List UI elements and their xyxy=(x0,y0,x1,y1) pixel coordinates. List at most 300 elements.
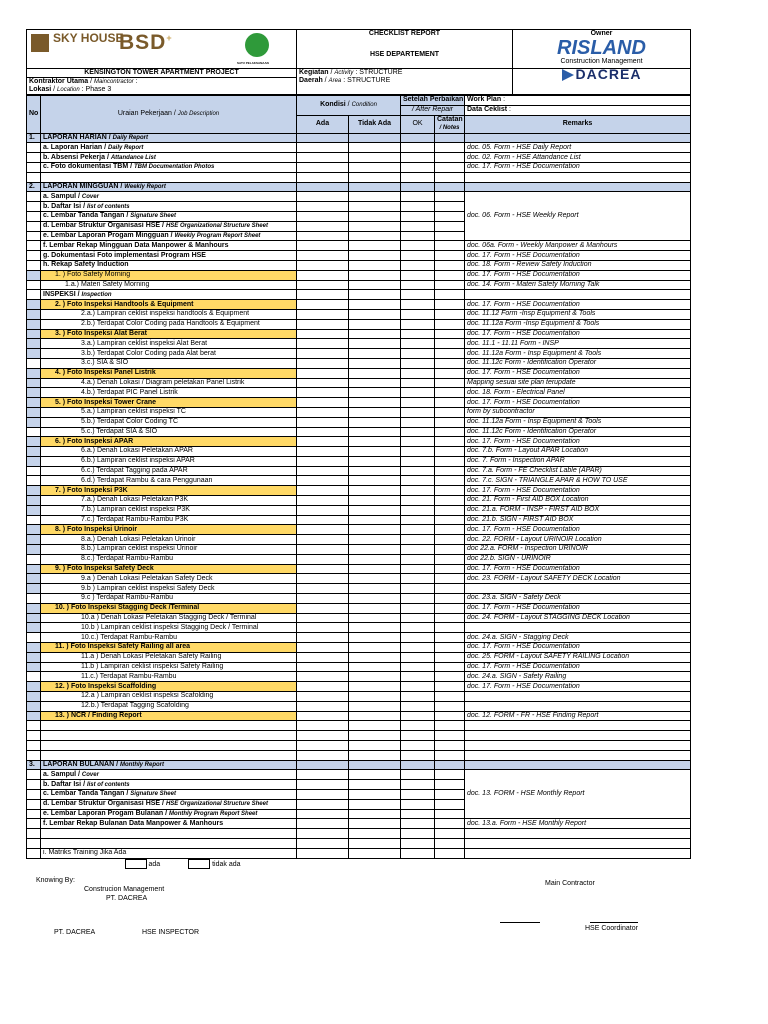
check-ada[interactable] xyxy=(297,251,349,261)
check-ada[interactable] xyxy=(297,378,349,388)
notes-cell[interactable] xyxy=(435,623,465,633)
check-tidak-ada[interactable] xyxy=(349,231,401,241)
check-ok[interactable] xyxy=(401,378,435,388)
check-ok[interactable] xyxy=(401,545,435,555)
notes-cell[interactable] xyxy=(435,427,465,437)
check-ada[interactable] xyxy=(297,662,349,672)
check-ok[interactable] xyxy=(401,721,435,731)
notes-cell[interactable] xyxy=(435,349,465,359)
check-tidak-ada[interactable] xyxy=(349,799,401,809)
check-tidak-ada[interactable] xyxy=(349,427,401,437)
check-ada[interactable] xyxy=(297,721,349,731)
notes-cell[interactable] xyxy=(435,701,465,711)
check-ada[interactable] xyxy=(297,280,349,290)
check-ok[interactable] xyxy=(401,290,435,300)
check-tidak-ada[interactable] xyxy=(349,260,401,270)
check-ok[interactable] xyxy=(401,535,435,545)
check-ada[interactable] xyxy=(297,564,349,574)
check-tidak-ada[interactable] xyxy=(349,545,401,555)
check-tidak-ada[interactable] xyxy=(349,711,401,721)
check-ada[interactable] xyxy=(297,603,349,613)
check-ada[interactable] xyxy=(297,349,349,359)
notes-cell[interactable] xyxy=(435,211,465,221)
check-ada[interactable] xyxy=(297,143,349,153)
check-ada[interactable] xyxy=(297,505,349,515)
check-ada[interactable] xyxy=(297,848,349,858)
check-ok[interactable] xyxy=(401,584,435,594)
check-ada[interactable] xyxy=(297,829,349,839)
check-ada[interactable] xyxy=(297,486,349,496)
item-description: 5.c.) Terdapat SIA & SIO xyxy=(41,427,297,437)
check-ada[interactable] xyxy=(297,153,349,163)
notes-cell[interactable] xyxy=(435,339,465,349)
notes-cell[interactable] xyxy=(435,554,465,564)
check-ok[interactable] xyxy=(401,799,435,809)
check-tidak-ada[interactable] xyxy=(349,731,401,741)
check-ok[interactable] xyxy=(401,525,435,535)
notes-cell[interactable] xyxy=(435,760,465,770)
check-ok[interactable] xyxy=(401,349,435,359)
notes-cell[interactable] xyxy=(435,398,465,408)
check-ada[interactable] xyxy=(297,319,349,329)
check-ok[interactable] xyxy=(401,270,435,280)
notes-cell[interactable] xyxy=(435,447,465,457)
check-tidak-ada[interactable] xyxy=(349,486,401,496)
notes-cell[interactable] xyxy=(435,770,465,780)
check-ada[interactable] xyxy=(297,819,349,829)
check-ok[interactable] xyxy=(401,496,435,506)
notes-cell[interactable] xyxy=(435,545,465,555)
check-ada[interactable] xyxy=(297,309,349,319)
check-tidak-ada[interactable] xyxy=(349,838,401,848)
check-ada[interactable] xyxy=(297,838,349,848)
notes-cell[interactable] xyxy=(435,133,465,143)
check-tidak-ada[interactable] xyxy=(349,760,401,770)
check-ok[interactable] xyxy=(401,613,435,623)
check-tidak-ada[interactable] xyxy=(349,290,401,300)
check-ok[interactable] xyxy=(401,809,435,819)
check-ada[interactable] xyxy=(297,447,349,457)
check-tidak-ada[interactable] xyxy=(349,192,401,202)
check-tidak-ada[interactable] xyxy=(349,476,401,486)
check-ok[interactable] xyxy=(401,789,435,799)
notes-cell[interactable] xyxy=(435,153,465,163)
notes-cell[interactable] xyxy=(435,574,465,584)
check-ada[interactable] xyxy=(297,182,349,192)
check-ok[interactable] xyxy=(401,231,435,241)
check-ada[interactable] xyxy=(297,594,349,604)
check-ok[interactable] xyxy=(401,643,435,653)
check-tidak-ada[interactable] xyxy=(349,251,401,261)
notes-cell[interactable] xyxy=(435,417,465,427)
check-ada[interactable] xyxy=(297,780,349,790)
check-ok[interactable] xyxy=(401,241,435,251)
check-ada[interactable] xyxy=(297,613,349,623)
check-ada[interactable] xyxy=(297,789,349,799)
check-tidak-ada[interactable] xyxy=(349,241,401,251)
check-ada[interactable] xyxy=(297,368,349,378)
check-ok[interactable] xyxy=(401,692,435,702)
check-tidak-ada[interactable] xyxy=(349,701,401,711)
check-ada[interactable] xyxy=(297,770,349,780)
check-ok[interactable] xyxy=(401,701,435,711)
notes-cell[interactable] xyxy=(435,407,465,417)
check-tidak-ada[interactable] xyxy=(349,153,401,163)
check-tidak-ada[interactable] xyxy=(349,564,401,574)
check-ada[interactable] xyxy=(297,202,349,212)
check-ada[interactable] xyxy=(297,584,349,594)
check-ok[interactable] xyxy=(401,574,435,584)
no-cell xyxy=(27,789,41,799)
notes-cell[interactable] xyxy=(435,809,465,819)
check-tidak-ada[interactable] xyxy=(349,741,401,751)
check-ok[interactable] xyxy=(401,486,435,496)
check-tidak-ada[interactable] xyxy=(349,202,401,212)
check-ok[interactable] xyxy=(401,407,435,417)
notes-cell[interactable] xyxy=(435,535,465,545)
check-tidak-ada[interactable] xyxy=(349,672,401,682)
notes-cell[interactable] xyxy=(435,231,465,241)
notes-cell[interactable] xyxy=(435,564,465,574)
check-ok[interactable] xyxy=(401,476,435,486)
check-ok[interactable] xyxy=(401,838,435,848)
check-ada[interactable] xyxy=(297,692,349,702)
check-tidak-ada[interactable] xyxy=(349,133,401,143)
notes-cell[interactable] xyxy=(435,378,465,388)
notes-cell[interactable] xyxy=(435,643,465,653)
check-tidak-ada[interactable] xyxy=(349,574,401,584)
notes-cell[interactable] xyxy=(435,437,465,447)
check-ok[interactable] xyxy=(401,143,435,153)
check-tidak-ada[interactable] xyxy=(349,309,401,319)
check-ok[interactable] xyxy=(401,437,435,447)
notes-cell[interactable] xyxy=(435,682,465,692)
check-ada[interactable] xyxy=(297,211,349,221)
check-ok[interactable] xyxy=(401,300,435,310)
notes-cell[interactable] xyxy=(435,300,465,310)
check-tidak-ada[interactable] xyxy=(349,603,401,613)
check-tidak-ada[interactable] xyxy=(349,789,401,799)
notes-cell[interactable] xyxy=(435,829,465,839)
notes-cell[interactable] xyxy=(435,603,465,613)
notes-cell[interactable] xyxy=(435,221,465,231)
check-tidak-ada[interactable] xyxy=(349,368,401,378)
check-ada[interactable] xyxy=(297,398,349,408)
check-tidak-ada[interactable] xyxy=(349,417,401,427)
check-tidak-ada[interactable] xyxy=(349,339,401,349)
check-tidak-ada[interactable] xyxy=(349,496,401,506)
check-ada[interactable] xyxy=(297,741,349,751)
notes-cell[interactable] xyxy=(435,251,465,261)
notes-cell[interactable] xyxy=(435,525,465,535)
check-ok[interactable] xyxy=(401,447,435,457)
section-title: LAPORAN MINGGUAN / Weekly Report xyxy=(41,182,297,192)
check-ada[interactable] xyxy=(297,456,349,466)
check-ok[interactable] xyxy=(401,750,435,760)
check-tidak-ada[interactable] xyxy=(349,750,401,760)
notes-cell[interactable] xyxy=(435,162,465,172)
check-tidak-ada[interactable] xyxy=(349,162,401,172)
check-ada[interactable] xyxy=(297,221,349,231)
check-tidak-ada[interactable] xyxy=(349,643,401,653)
check-ok[interactable] xyxy=(401,780,435,790)
check-ada[interactable] xyxy=(297,437,349,447)
check-ok[interactable] xyxy=(401,594,435,604)
notes-cell[interactable] xyxy=(435,476,465,486)
check-tidak-ada[interactable] xyxy=(349,505,401,515)
check-ok[interactable] xyxy=(401,682,435,692)
check-ada[interactable] xyxy=(297,701,349,711)
check-ada[interactable] xyxy=(297,270,349,280)
check-ada[interactable] xyxy=(297,427,349,437)
check-tidak-ada[interactable] xyxy=(349,349,401,359)
check-tidak-ada[interactable] xyxy=(349,780,401,790)
check-tidak-ada[interactable] xyxy=(349,388,401,398)
check-tidak-ada[interactable] xyxy=(349,437,401,447)
check-ok[interactable] xyxy=(401,652,435,662)
check-tidak-ada[interactable] xyxy=(349,378,401,388)
notes-cell[interactable] xyxy=(435,505,465,515)
check-ok[interactable] xyxy=(401,829,435,839)
check-ok[interactable] xyxy=(401,770,435,780)
notes-cell[interactable] xyxy=(435,309,465,319)
check-ok[interactable] xyxy=(401,398,435,408)
check-tidak-ada[interactable] xyxy=(349,329,401,339)
check-ok[interactable] xyxy=(401,329,435,339)
notes-cell[interactable] xyxy=(435,368,465,378)
no-cell xyxy=(27,515,41,525)
check-ok[interactable] xyxy=(401,162,435,172)
check-ada[interactable] xyxy=(297,799,349,809)
check-ok[interactable] xyxy=(401,388,435,398)
check-ok[interactable] xyxy=(401,603,435,613)
check-ok[interactable] xyxy=(401,456,435,466)
notes-cell[interactable] xyxy=(435,388,465,398)
notes-cell[interactable] xyxy=(435,594,465,604)
check-tidak-ada[interactable] xyxy=(349,809,401,819)
check-ada[interactable] xyxy=(297,260,349,270)
check-ok[interactable] xyxy=(401,466,435,476)
notes-cell[interactable] xyxy=(435,192,465,202)
check-ada[interactable] xyxy=(297,809,349,819)
check-ok[interactable] xyxy=(401,172,435,182)
check-tidak-ada[interactable] xyxy=(349,829,401,839)
notes-cell[interactable] xyxy=(435,613,465,623)
notes-cell[interactable] xyxy=(435,819,465,829)
check-tidak-ada[interactable] xyxy=(349,319,401,329)
notes-cell[interactable] xyxy=(435,789,465,799)
notes-cell[interactable] xyxy=(435,750,465,760)
check-ada[interactable] xyxy=(297,407,349,417)
check-tidak-ada[interactable] xyxy=(349,172,401,182)
check-ok[interactable] xyxy=(401,309,435,319)
check-ok[interactable] xyxy=(401,731,435,741)
check-ada[interactable] xyxy=(297,496,349,506)
check-ok[interactable] xyxy=(401,564,435,574)
notes-cell[interactable] xyxy=(435,290,465,300)
check-tidak-ada[interactable] xyxy=(349,535,401,545)
notes-cell[interactable] xyxy=(435,456,465,466)
check-ok[interactable] xyxy=(401,819,435,829)
notes-cell[interactable] xyxy=(435,466,465,476)
notes-cell[interactable] xyxy=(435,652,465,662)
notes-cell[interactable] xyxy=(435,711,465,721)
check-ok[interactable] xyxy=(401,153,435,163)
check-ok[interactable] xyxy=(401,417,435,427)
notes-cell[interactable] xyxy=(435,260,465,270)
check-ok[interactable] xyxy=(401,202,435,212)
check-ok[interactable] xyxy=(401,633,435,643)
check-ada[interactable] xyxy=(297,515,349,525)
check-tidak-ada[interactable] xyxy=(349,466,401,476)
check-ada[interactable] xyxy=(297,162,349,172)
check-tidak-ada[interactable] xyxy=(349,692,401,702)
check-ada[interactable] xyxy=(297,643,349,653)
check-ok[interactable] xyxy=(401,221,435,231)
check-ada[interactable] xyxy=(297,172,349,182)
check-ada[interactable] xyxy=(297,525,349,535)
check-ada[interactable] xyxy=(297,760,349,770)
check-ada[interactable] xyxy=(297,711,349,721)
check-ada[interactable] xyxy=(297,750,349,760)
check-tidak-ada[interactable] xyxy=(349,613,401,623)
notes-cell[interactable] xyxy=(435,358,465,368)
check-ada[interactable] xyxy=(297,300,349,310)
check-tidak-ada[interactable] xyxy=(349,221,401,231)
check-tidak-ada[interactable] xyxy=(349,594,401,604)
notes-cell[interactable] xyxy=(435,584,465,594)
check-ada[interactable] xyxy=(297,358,349,368)
check-tidak-ada[interactable] xyxy=(349,848,401,858)
check-ok[interactable] xyxy=(401,554,435,564)
check-ada[interactable] xyxy=(297,554,349,564)
check-tidak-ada[interactable] xyxy=(349,819,401,829)
notes-cell[interactable] xyxy=(435,721,465,731)
notes-cell[interactable] xyxy=(435,848,465,858)
check-tidak-ada[interactable] xyxy=(349,584,401,594)
notes-cell[interactable] xyxy=(435,329,465,339)
check-ok[interactable] xyxy=(401,760,435,770)
check-tidak-ada[interactable] xyxy=(349,182,401,192)
check-ada[interactable] xyxy=(297,417,349,427)
check-ok[interactable] xyxy=(401,211,435,221)
check-ada[interactable] xyxy=(297,241,349,251)
check-ada[interactable] xyxy=(297,574,349,584)
notes-cell[interactable] xyxy=(435,496,465,506)
check-ok[interactable] xyxy=(401,358,435,368)
check-tidak-ada[interactable] xyxy=(349,270,401,280)
check-tidak-ada[interactable] xyxy=(349,525,401,535)
check-tidak-ada[interactable] xyxy=(349,300,401,310)
check-ada[interactable] xyxy=(297,682,349,692)
check-tidak-ada[interactable] xyxy=(349,652,401,662)
notes-cell[interactable] xyxy=(435,241,465,251)
notes-cell[interactable] xyxy=(435,143,465,153)
notes-cell[interactable] xyxy=(435,633,465,643)
check-ada[interactable] xyxy=(297,466,349,476)
check-tidak-ada[interactable] xyxy=(349,633,401,643)
check-ok[interactable] xyxy=(401,192,435,202)
notes-cell[interactable] xyxy=(435,182,465,192)
check-ada[interactable] xyxy=(297,231,349,241)
check-ada[interactable] xyxy=(297,133,349,143)
check-tidak-ada[interactable] xyxy=(349,662,401,672)
notes-cell[interactable] xyxy=(435,662,465,672)
check-ok[interactable] xyxy=(401,672,435,682)
check-ok[interactable] xyxy=(401,339,435,349)
check-tidak-ada[interactable] xyxy=(349,398,401,408)
check-tidak-ada[interactable] xyxy=(349,721,401,731)
check-tidak-ada[interactable] xyxy=(349,456,401,466)
notes-cell[interactable] xyxy=(435,202,465,212)
check-ok[interactable] xyxy=(401,623,435,633)
notes-cell[interactable] xyxy=(435,515,465,525)
check-ok[interactable] xyxy=(401,280,435,290)
check-ok[interactable] xyxy=(401,662,435,672)
check-ada[interactable] xyxy=(297,545,349,555)
check-tidak-ada[interactable] xyxy=(349,515,401,525)
check-ada[interactable] xyxy=(297,731,349,741)
check-ada[interactable] xyxy=(297,329,349,339)
check-ok[interactable] xyxy=(401,505,435,515)
check-ok[interactable] xyxy=(401,368,435,378)
check-ok[interactable] xyxy=(401,133,435,143)
check-ok[interactable] xyxy=(401,848,435,858)
check-tidak-ada[interactable] xyxy=(349,143,401,153)
check-ada[interactable] xyxy=(297,339,349,349)
check-tidak-ada[interactable] xyxy=(349,358,401,368)
notes-cell[interactable] xyxy=(435,280,465,290)
check-tidak-ada[interactable] xyxy=(349,407,401,417)
check-ok[interactable] xyxy=(401,182,435,192)
notes-cell[interactable] xyxy=(435,780,465,790)
notes-cell[interactable] xyxy=(435,270,465,280)
check-ok[interactable] xyxy=(401,260,435,270)
notes-cell[interactable] xyxy=(435,731,465,741)
check-ada[interactable] xyxy=(297,623,349,633)
notes-cell[interactable] xyxy=(435,672,465,682)
notes-cell[interactable] xyxy=(435,486,465,496)
check-tidak-ada[interactable] xyxy=(349,682,401,692)
check-ada[interactable] xyxy=(297,388,349,398)
notes-cell[interactable] xyxy=(435,838,465,848)
check-tidak-ada[interactable] xyxy=(349,211,401,221)
check-ada[interactable] xyxy=(297,672,349,682)
check-ok[interactable] xyxy=(401,741,435,751)
check-tidak-ada[interactable] xyxy=(349,447,401,457)
check-ada[interactable] xyxy=(297,476,349,486)
check-ada[interactable] xyxy=(297,633,349,643)
check-tidak-ada[interactable] xyxy=(349,770,401,780)
notes-cell[interactable] xyxy=(435,799,465,809)
check-ada[interactable] xyxy=(297,290,349,300)
check-tidak-ada[interactable] xyxy=(349,280,401,290)
notes-cell[interactable] xyxy=(435,692,465,702)
check-ada[interactable] xyxy=(297,535,349,545)
check-tidak-ada[interactable] xyxy=(349,554,401,564)
check-ok[interactable] xyxy=(401,711,435,721)
notes-cell[interactable] xyxy=(435,172,465,182)
check-ada[interactable] xyxy=(297,652,349,662)
check-tidak-ada[interactable] xyxy=(349,623,401,633)
check-ok[interactable] xyxy=(401,427,435,437)
check-ok[interactable] xyxy=(401,319,435,329)
check-ok[interactable] xyxy=(401,515,435,525)
check-ok[interactable] xyxy=(401,251,435,261)
check-ada[interactable] xyxy=(297,192,349,202)
notes-cell[interactable] xyxy=(435,741,465,751)
notes-cell[interactable] xyxy=(435,319,465,329)
